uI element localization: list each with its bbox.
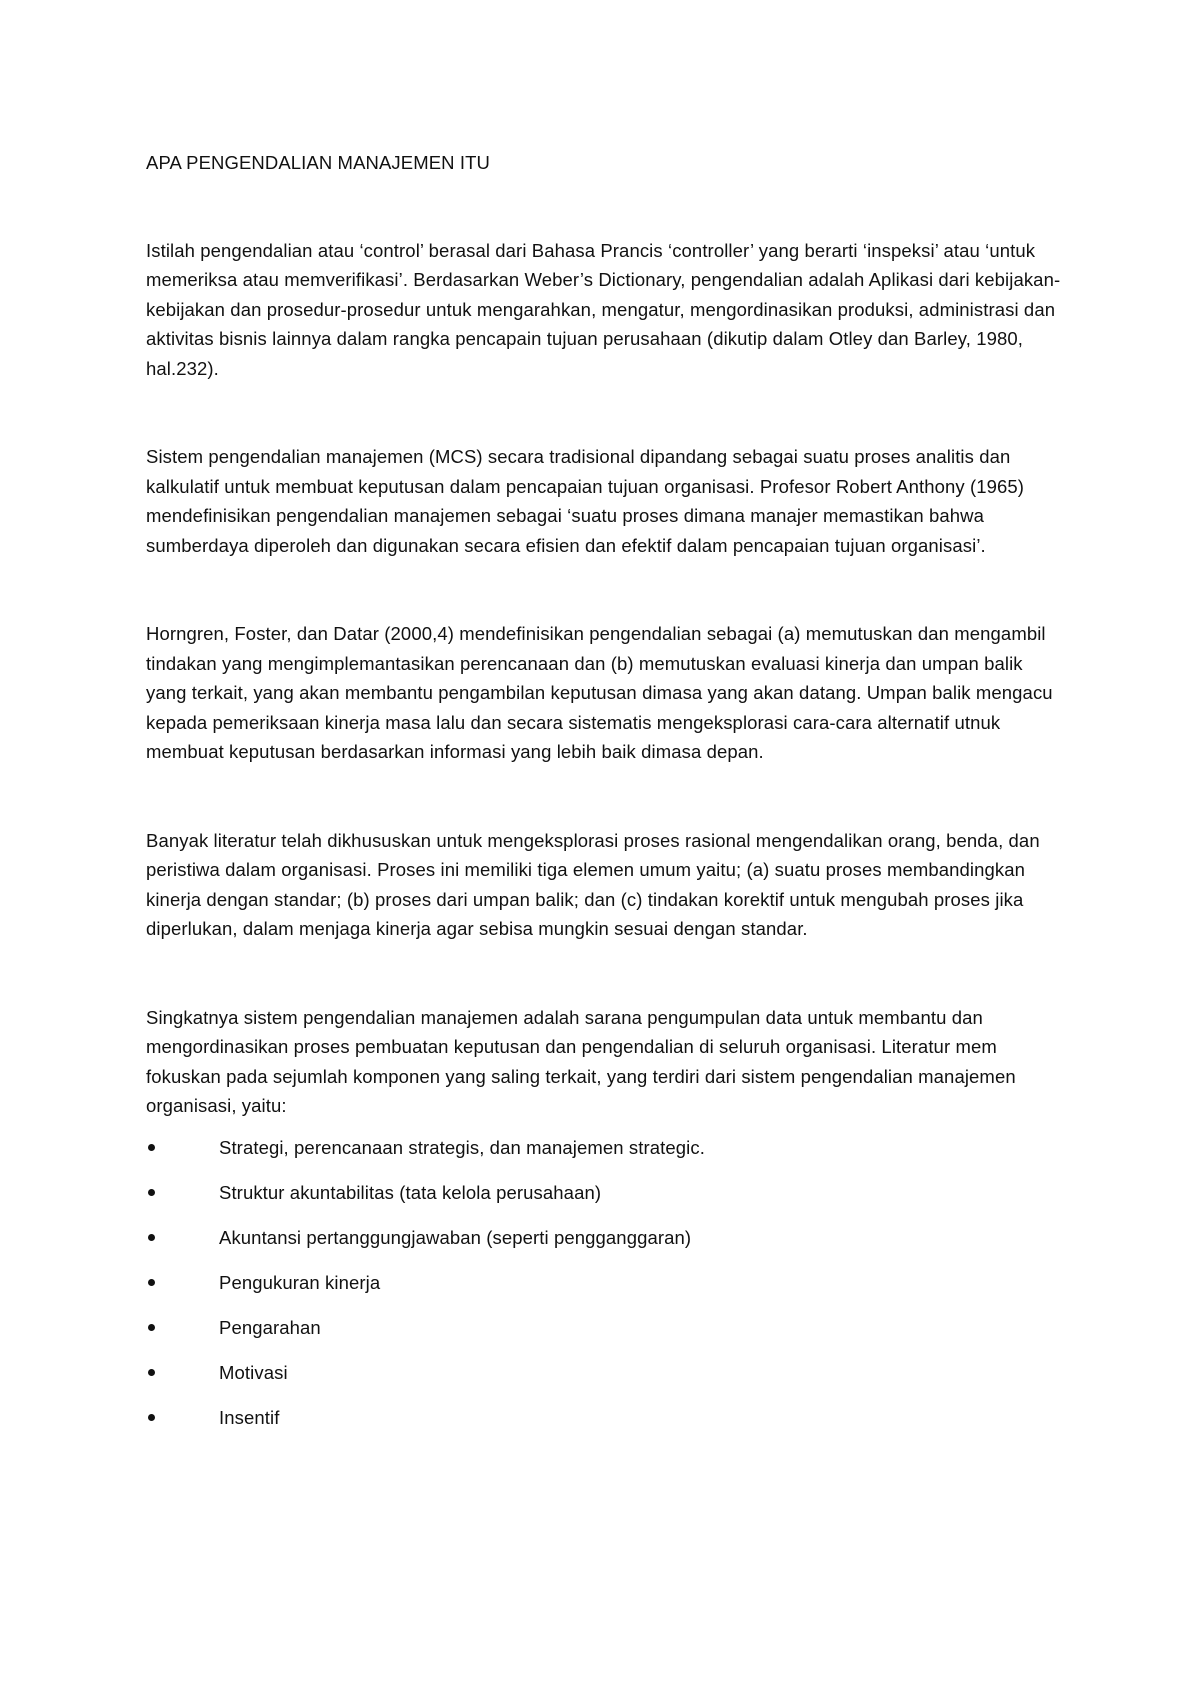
list-item bbox=[146, 1358, 1066, 1388]
bullet-icon bbox=[148, 1279, 155, 1286]
list-item bbox=[146, 1178, 1066, 1208]
bullet-icon bbox=[148, 1324, 155, 1331]
paragraph-horngren-definition: Horngren, Foster, dan Datar (2000,4) mendefinisikan pengendalian sebagai (a) memutuskan dan mengambil tindakan yang mengimplemantasikan perencanaan dan (b) memutuskan evaluasi kinerja dan umpan balik yang terkait, yang akan membantu pengambilan keputusan dimasa yang akan datang. Umpan balik mengacu kepada pemeriksaan kinerja masa lalu dan secara sistematis mengeksplorasi cara-cara alternatif utnuk membuat keputusan berdasarkan informasi yang lebih baik dimasa depan. bbox=[146, 623, 1053, 762]
bullet-icon bbox=[148, 1144, 155, 1151]
list-item bbox=[146, 1133, 1066, 1163]
paragraph-mcs-traditional: Sistem pengendalian manajemen (MCS) secara tradisional dipandang sebagai suatu proses analitis dan kalkulatif untuk membuat keputusan dalam pencapaian tujuan organisasi. Profesor Robert Anthony (1965) mendefinisikan pengendalian manajemen sebagai ‘suatu proses dimana manajer memastikan bahwa sumberdaya diperoleh dan digunakan secara efisien dan efektif dalam pencapaian tujuan organisasi’. bbox=[146, 446, 1025, 556]
list-item bbox=[146, 1223, 1066, 1253]
list-item bbox=[146, 1268, 1066, 1298]
list-item-text: Pengukuran kinerja bbox=[219, 1271, 381, 1293]
bullet-icon bbox=[148, 1369, 155, 1376]
bullet-icon bbox=[148, 1234, 155, 1241]
document-body bbox=[146, 148, 1066, 1448]
paragraph-summary: Singkatnya sistem pengendalian manajemen adalah sarana pengumpulan data untuk membantu dan mengordinasikan proses pembuatan keputusan dan pengendalian di seluruh organisasi. Literatur mem fokuskan pada sejumlah komponen yang saling terkait, yang terdiri dari sistem pengendalian manajemen organisasi, yaitu: bbox=[146, 1006, 1016, 1116]
paragraph-literature-elements: Banyak literatur telah dikhususkan untuk mengeksplorasi proses rasional mengendalikan orang, benda, dan peristiwa dalam organisasi. Proses ini memiliki tiga elemen umum yaitu; (a) suatu proses membandingkan kinerja dengan standar; (b) proses dari umpan balik; dan (c) tindakan korektif untuk mengubah proses jika diperlukan, dalam menjaga kinerja agar sebisa mungkin sesuai dengan standar. bbox=[146, 829, 1040, 939]
list-item-text: Akuntansi pertanggungjawaban (seperti pengganggaran) bbox=[219, 1226, 692, 1248]
list-item-text: Motivasi bbox=[219, 1361, 288, 1383]
list-item-text: Pengarahan bbox=[219, 1316, 321, 1338]
bullet-icon bbox=[148, 1414, 155, 1421]
bullet-icon bbox=[148, 1189, 155, 1196]
document-title: APA PENGENDALIAN MANAJEMEN ITU bbox=[146, 152, 490, 173]
list-item-text: Struktur akuntabilitas (tata kelola perusahaan) bbox=[219, 1181, 602, 1203]
component-list bbox=[146, 1133, 1066, 1433]
list-item-text: Insentif bbox=[219, 1406, 280, 1428]
list-item-text: Strategi, perencanaan strategis, dan manajemen strategic. bbox=[219, 1136, 705, 1158]
list-item bbox=[146, 1403, 1066, 1433]
list-item bbox=[146, 1313, 1066, 1343]
paragraph-definition-control: Istilah pengendalian atau ‘control’ berasal dari Bahasa Prancis ‘controller’ yang berarti ‘inspeksi’ atau ‘untuk memeriksa atau memverifikasi’. Berdasarkan Weber’s Dictionary, pengendalian adalah Aplikasi dari kebijakan-kebijakan dan prosedur-prosedur untuk mengarahkan, mengatur, mengordinasikan produksi, administrasi dan aktivitas bisnis lainnya dalam rangka pencapain tujuan perusahaan (dikutip dalam Otley dan Barley, 1980, hal.232). bbox=[146, 239, 1061, 379]
